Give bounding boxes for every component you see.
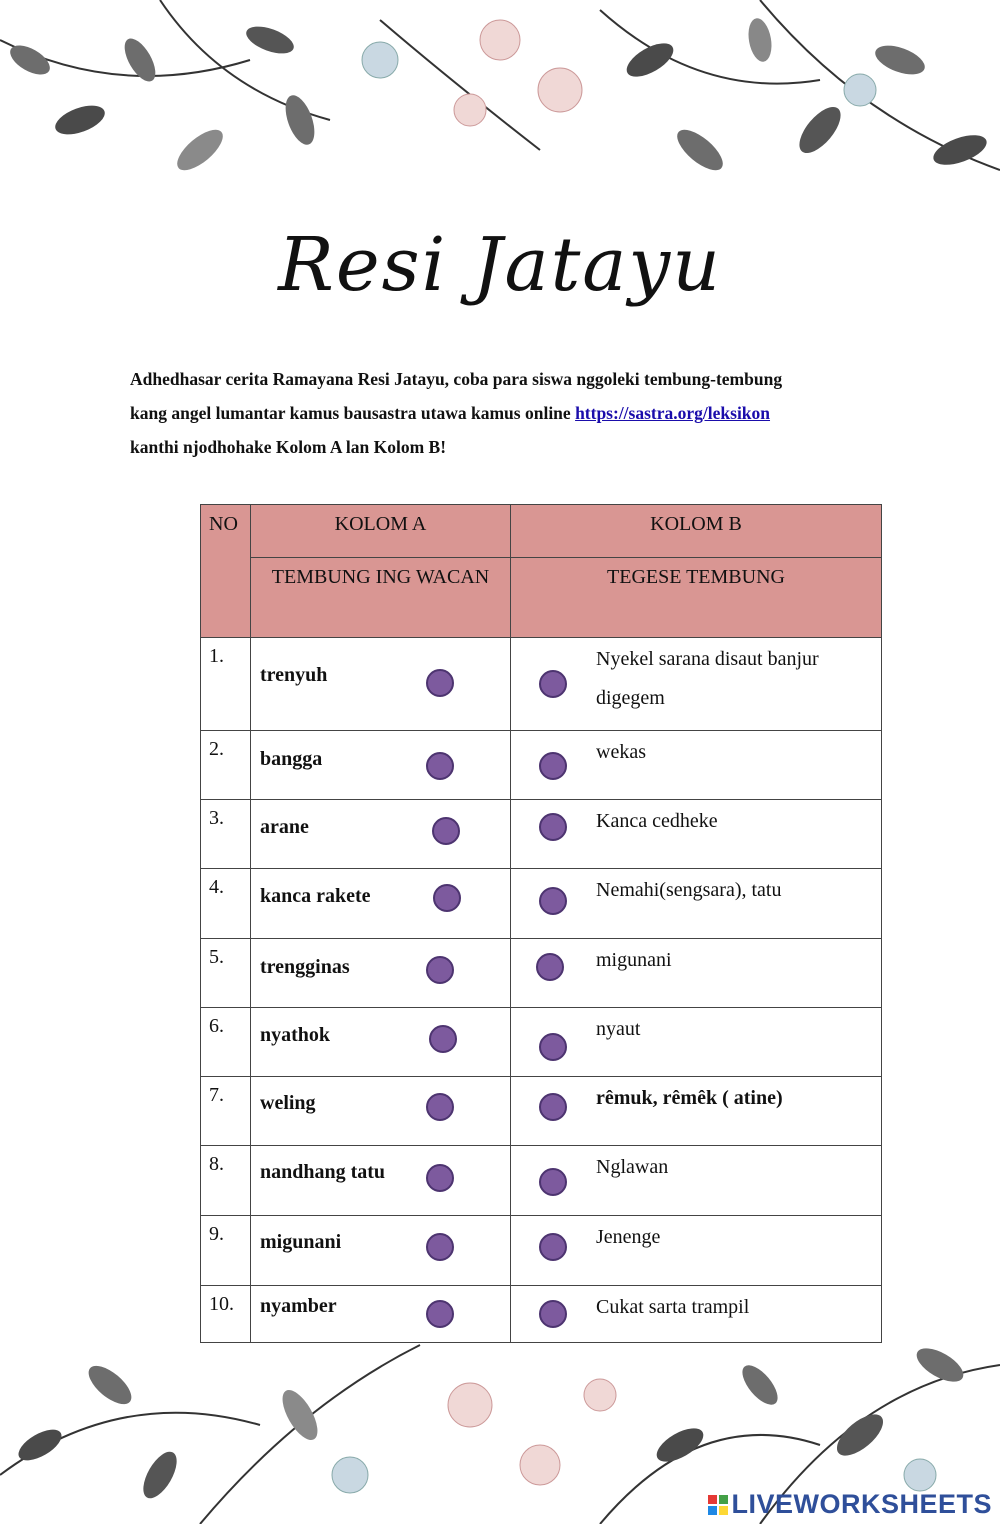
kolom-b-match-dot[interactable]	[539, 1233, 567, 1261]
kolom-b-match-dot[interactable]	[539, 752, 567, 780]
kolom-b-meaning: Cukat sarta trampil	[596, 1296, 750, 1318]
kolom-b-meaning: rêmuk, rêmêk ( atine)	[596, 1087, 783, 1109]
kolom-a-word: migunani	[260, 1231, 342, 1253]
kolom-b-match-dot[interactable]	[539, 887, 567, 915]
kolom-a-cell	[251, 638, 511, 731]
table-row	[201, 1077, 882, 1146]
kolom-a-cell	[251, 869, 511, 939]
header-no: NO	[201, 505, 251, 638]
kolom-b-cell	[511, 869, 882, 939]
kolom-b-cell	[511, 1216, 882, 1286]
matching-table	[200, 504, 882, 1343]
kolom-a-cell	[251, 939, 511, 1008]
row-number: 3.	[201, 800, 251, 869]
kolom-b-match-dot[interactable]	[536, 953, 564, 981]
instructions-line-1: Adhedhasar cerita Ramayana Resi Jatayu, coba para siswa nggoleki tembung-tembung	[130, 369, 783, 389]
kolom-a-match-dot[interactable]	[426, 1233, 454, 1261]
table-row	[201, 1146, 882, 1216]
instructions-line-3: kanthi njodhohake Kolom A lan Kolom B!	[130, 437, 447, 457]
kolom-b-cell	[511, 1146, 882, 1216]
table-row	[201, 731, 882, 800]
row-number: 8.	[201, 1146, 251, 1216]
kolom-a-word: trengginas	[260, 956, 350, 978]
kolom-b-match-dot[interactable]	[539, 1093, 567, 1121]
row-number: 7.	[201, 1077, 251, 1146]
kolom-b-match-dot[interactable]	[539, 1300, 567, 1328]
kolom-a-word: weling	[260, 1092, 316, 1114]
kolom-b-match-dot[interactable]	[539, 1168, 567, 1196]
header-tembung-ing-wacan: TEMBUNG ING WACAN	[251, 558, 511, 638]
kolom-a-match-dot[interactable]	[426, 956, 454, 984]
kolom-a-match-dot[interactable]	[426, 1093, 454, 1121]
kolom-a-cell	[251, 1008, 511, 1077]
kolom-b-match-dot[interactable]	[539, 670, 567, 698]
kolom-a-match-dot[interactable]	[426, 669, 454, 697]
kolom-b-match-dot[interactable]	[539, 813, 567, 841]
instructions-line-2-text: kang angel lumantar kamus bausastra utawa kamus online	[130, 403, 571, 423]
kolom-b-meaning: Jenenge	[596, 1226, 661, 1248]
kolom-b-meaning: wekas	[596, 741, 646, 763]
table-row	[201, 939, 882, 1008]
row-number: 2.	[201, 731, 251, 800]
kolom-a-match-dot[interactable]	[426, 1164, 454, 1192]
kolom-a-word: trenyuh	[260, 664, 328, 686]
kolom-b-meaning: nyaut	[596, 1018, 641, 1040]
instructions-line-2	[130, 396, 890, 430]
kolom-a-word: nyathok	[260, 1024, 331, 1046]
row-number: 6.	[201, 1008, 251, 1077]
kolom-a-match-dot[interactable]	[426, 1300, 454, 1328]
kolom-a-match-dot[interactable]	[432, 817, 460, 845]
header-kolom-b: KOLOM B	[511, 505, 882, 558]
kolom-b-meaning: Nyekel sarana disaut banjur digegem	[596, 648, 819, 709]
kolom-b-cell	[511, 939, 882, 1008]
kolom-b-cell	[511, 800, 882, 869]
kolom-a-match-dot[interactable]	[429, 1025, 457, 1053]
kolom-b-cell	[511, 1077, 882, 1146]
kolom-b-meaning: migunani	[596, 949, 672, 971]
kolom-b-cell	[511, 731, 882, 800]
header-tegese-tembung: TEGESE TEMBUNG	[511, 558, 882, 638]
kolom-a-word: bangga	[260, 748, 323, 770]
kolom-a-word: kanca rakete	[260, 885, 371, 907]
row-number: 5.	[201, 939, 251, 1008]
kolom-a-cell	[251, 1077, 511, 1146]
kolom-a-match-dot[interactable]	[433, 884, 461, 912]
table-row	[201, 869, 882, 939]
row-number: 10.	[201, 1286, 251, 1343]
kolom-b-meaning: Nemahi(sengsara), tatu	[596, 879, 782, 901]
table-row	[201, 800, 882, 869]
floral-decoration-top	[0, 0, 1000, 215]
instructions	[130, 362, 890, 464]
kolom-a-cell	[251, 1146, 511, 1216]
kolom-b-meaning: Nglawan	[596, 1156, 669, 1178]
kolom-b-meaning: Kanca cedheke	[596, 810, 718, 832]
kolom-a-word: arane	[260, 816, 309, 838]
dictionary-link[interactable]: https://sastra.org/leksikon	[575, 403, 771, 423]
kolom-b-cell	[511, 1008, 882, 1077]
row-number: 4.	[201, 869, 251, 939]
table-row	[201, 1216, 882, 1286]
kolom-b-cell	[511, 638, 882, 731]
liveworksheets-watermark	[708, 1489, 992, 1520]
kolom-a-cell	[251, 731, 511, 800]
kolom-a-word: nandhang tatu	[260, 1161, 386, 1183]
kolom-a-cell	[251, 1216, 511, 1286]
page-title: Resi Jatayu	[278, 222, 722, 308]
kolom-b-match-dot[interactable]	[539, 1033, 567, 1061]
table-row	[201, 1008, 882, 1077]
kolom-a-word: nyamber	[260, 1295, 337, 1317]
table-row	[201, 638, 882, 731]
kolom-a-match-dot[interactable]	[426, 752, 454, 780]
liveworksheets-logo-icon	[708, 1495, 728, 1515]
kolom-a-cell	[251, 800, 511, 869]
header-kolom-a: KOLOM A	[251, 505, 511, 558]
row-number: 9.	[201, 1216, 251, 1286]
row-number: 1.	[201, 638, 251, 731]
watermark-text: LIVEWORKSHEETS	[731, 1489, 992, 1519]
